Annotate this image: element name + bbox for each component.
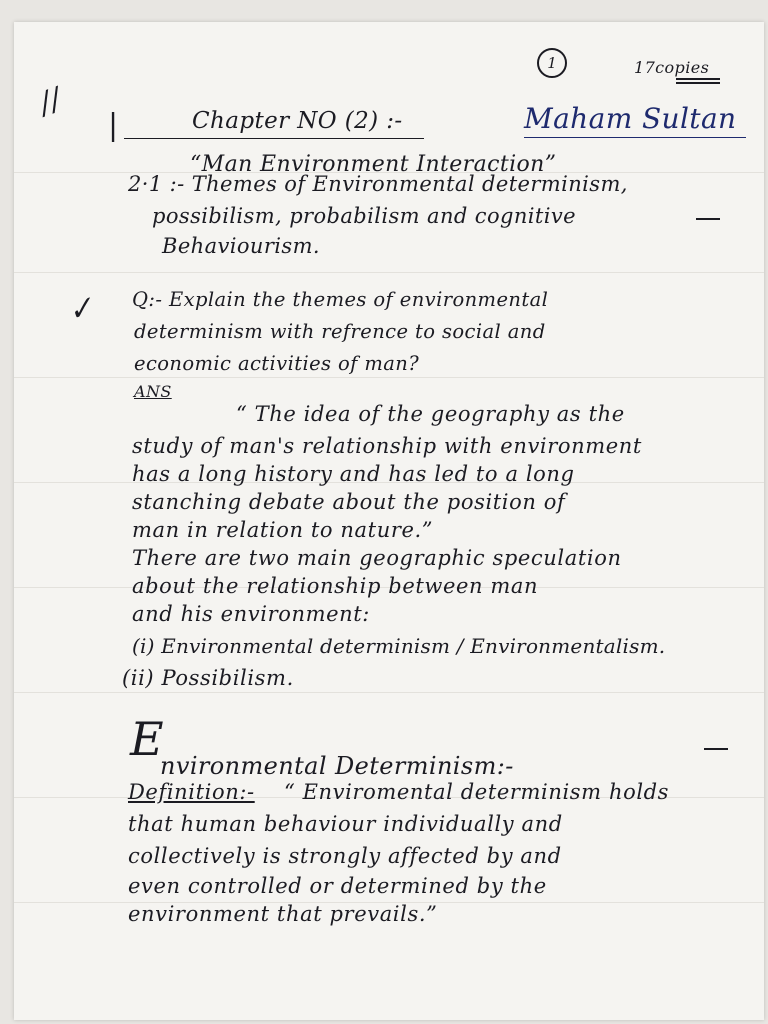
chapter-underline — [124, 138, 424, 139]
answer-line: man in relation to nature.” — [132, 518, 434, 542]
ruled-line — [14, 377, 764, 378]
heading-initial: E — [130, 712, 164, 766]
answer-line: There are two main geographic speculation — [132, 546, 622, 570]
answer-line: (ii) Possibilism. — [122, 666, 294, 690]
answer-label: ANS — [134, 382, 172, 401]
chapter-title: Chapter NO (2) :- — [192, 108, 403, 134]
check-mark-icon: ✓ — [63, 289, 98, 330]
ruled-line — [14, 272, 764, 273]
ruled-line — [14, 692, 764, 693]
definition-line: collectively is strongly affected by and — [128, 844, 562, 868]
margin-bar: | — [108, 108, 119, 143]
definition-line: that human behaviour individually and — [128, 812, 563, 836]
section-heading: nvironmental Determinism:- — [160, 752, 514, 780]
answer-line: stanching debate about the position of — [132, 490, 566, 514]
copies-underline — [676, 78, 720, 84]
answer-line: has a long history and has led to a long — [132, 462, 575, 486]
page-number: 1 — [537, 48, 567, 78]
definition-line: even controlled or determined by the — [128, 874, 547, 898]
margin-dash — [696, 218, 720, 220]
author-underline — [524, 137, 746, 138]
question-line: determinism with refrence to social and — [134, 320, 546, 343]
section-line: possibilism, probabilism and cognitive — [152, 204, 576, 228]
answer-line: about the relationship between man — [132, 574, 539, 598]
margin-mark: // — [34, 81, 67, 122]
section-line: Behaviourism. — [162, 234, 320, 258]
copies-note: 17copies — [634, 58, 710, 77]
notebook-page — [14, 22, 764, 1020]
author-name: Maham Sultan — [524, 102, 737, 135]
question-line: Q:- Explain the themes of environmental — [132, 288, 549, 311]
chapter-subtitle: “Man Environment Interaction” — [190, 152, 557, 177]
margin-dash — [704, 748, 728, 750]
section-line: 2·1 :- Themes of Environmental determinism, — [128, 172, 628, 196]
answer-line: “ The idea of the geography as the — [236, 402, 625, 426]
answer-line: (i) Environmental determinism / Environmentalism. — [132, 634, 666, 658]
definition-label: Definition:- — [128, 780, 255, 804]
definition-line: “ Enviromental determinism holds — [284, 780, 670, 804]
question-line: economic activities of man? — [134, 352, 420, 375]
answer-line: study of man's relationship with environment — [132, 434, 642, 458]
definition-line: environment that prevails.” — [128, 902, 438, 926]
answer-line: and his environment: — [132, 602, 370, 626]
